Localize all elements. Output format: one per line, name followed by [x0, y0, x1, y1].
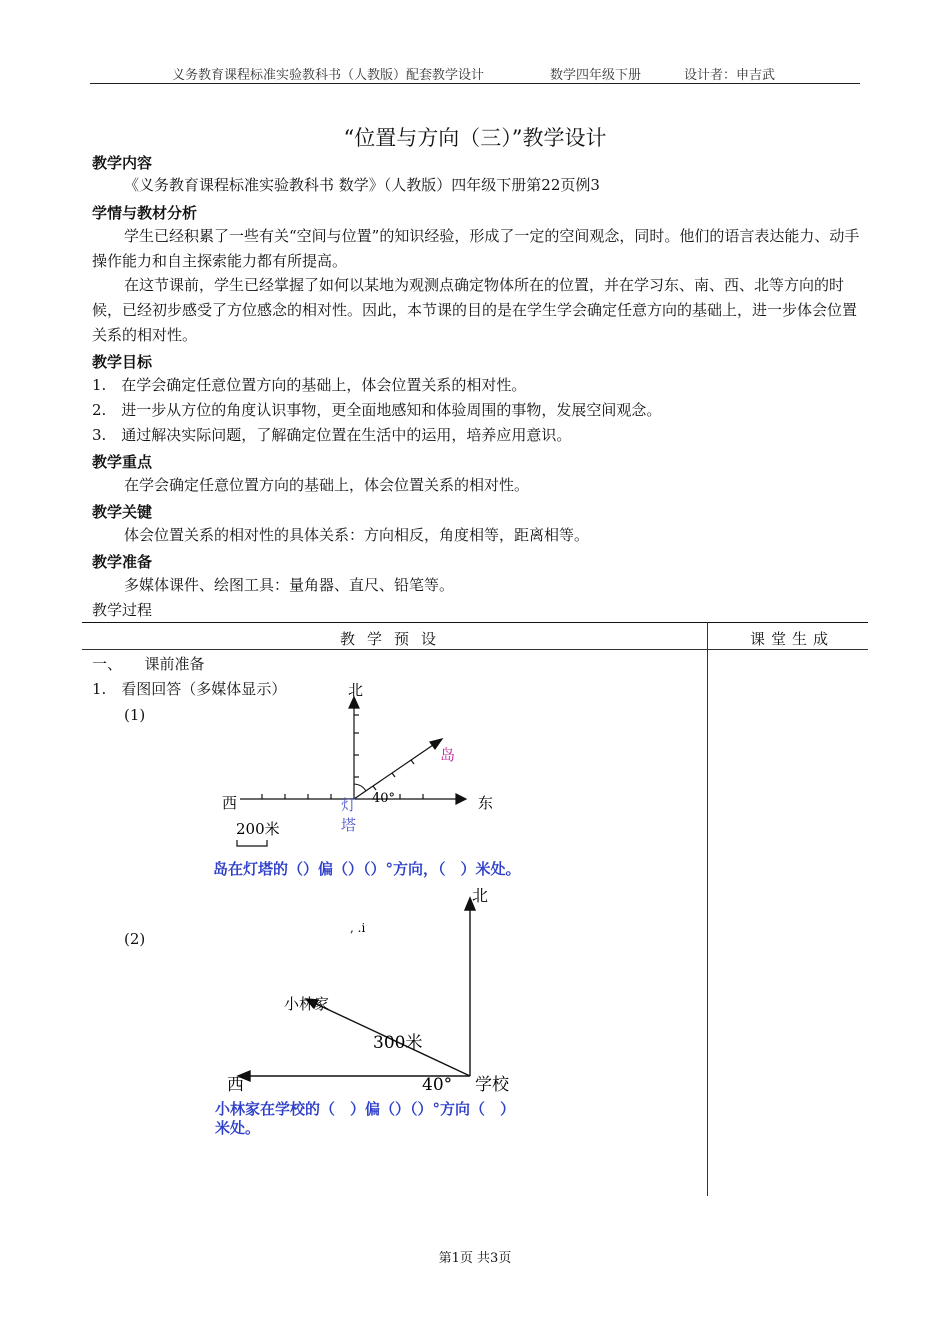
heading-analysis: 学情与教材分析 — [92, 204, 198, 222]
page-footer: 第1页 共3页 — [438, 1251, 512, 1266]
table-col-plan: 教学预设 — [340, 630, 449, 648]
header-designer: 设计者：申吉武 — [684, 68, 776, 83]
para-key: 体会位置关系的相对性的具体关系：方向相反，角度相等，距离相等。 — [124, 526, 590, 544]
para-focus: 在学会确定任意位置方向的基础上，体会位置关系的相对性。 — [124, 476, 530, 494]
step-prep: 一、 课前准备 — [92, 655, 205, 673]
heading-focus: 教学重点 — [92, 453, 153, 471]
page-title: “位置与方向（三）”教学设计 — [343, 126, 607, 150]
label-north-1: 北 — [348, 681, 364, 699]
sub-label-2: (2) — [124, 930, 146, 948]
question-island: 岛在灯塔的（）偏（）（）°方向，（ ）米处。 — [213, 860, 521, 878]
label-angle-1: 40° — [372, 791, 396, 806]
heading-goals: 教学目标 — [92, 353, 153, 371]
heading-content: 教学内容 — [92, 154, 153, 172]
label-lighthouse-2: 塔 — [341, 816, 357, 834]
question-home: 小林家在学校的（ ）偏（）（）°方向（ ）米处。 — [215, 1100, 516, 1137]
label-island: 岛 — [440, 746, 456, 764]
para-analysis-1: 学生已经积累了一些有关“空间与位置”的知识经验，形成了一定的空间观念，同时。他们的语言表达能力、动手操作能力和自主探索能力都有所提高。 — [92, 227, 860, 270]
goal-2: 2. 进一步从方位的角度认识事物，更全面地感知和体验周围的事物，发展空间观念。 — [92, 401, 662, 419]
label-west-2: 西 — [227, 1075, 244, 1095]
label-scale: 200米 — [236, 820, 280, 838]
para-content: 《义务教育课程标准实验教科书 数学》（人教版）四年级下册第22页例3 — [124, 176, 600, 194]
goal-3: 3. 通过解决实际问题，了解确定位置在生活中的运用，培养应用意识。 — [92, 426, 572, 444]
para-prep: 多媒体课件、绘图工具：量角器、直尺、铅笔等。 — [124, 576, 455, 594]
label-angle-2: 40° — [422, 1075, 453, 1095]
label-lighthouse-1: 灯 — [341, 796, 357, 814]
label-process: 教学过程 — [92, 601, 153, 619]
label-school: 学校 — [475, 1075, 509, 1095]
heading-prep: 教学准备 — [92, 553, 153, 571]
label-east-1: 东 — [478, 794, 494, 812]
sub-label-1: (1) — [124, 706, 146, 724]
header-grade: 数学四年级下册 — [550, 68, 642, 83]
label-north-2: 北 — [472, 886, 489, 905]
label-distance: 300米 — [373, 1033, 423, 1053]
heading-key: 教学关键 — [92, 503, 153, 521]
para-analysis-2: 在这节课前，学生已经掌握了如何以某地为观测点确定物体所在的位置，并在学习东、南、西、北等方向的时候，已经初步感受了方位感念的相对性。因此，本节课的目的是在学生学会确定任意方向的基础上，进一步体会位置关系的相对性。 — [92, 276, 858, 344]
question-1: 1. 看图回答（多媒体显示） — [92, 680, 287, 698]
header-book: 义务教育课程标准实验教科书（人教版）配套教学设计 — [172, 68, 485, 83]
label-west-1: 西 — [222, 794, 238, 812]
table-col-outcome: 课堂生成 — [750, 630, 835, 648]
stray-mark: , .i — [350, 921, 366, 935]
label-home: 小林家 — [284, 995, 330, 1013]
goal-1: 1. 在学会确定任意位置方向的基础上，体会位置关系的相对性。 — [92, 376, 527, 394]
